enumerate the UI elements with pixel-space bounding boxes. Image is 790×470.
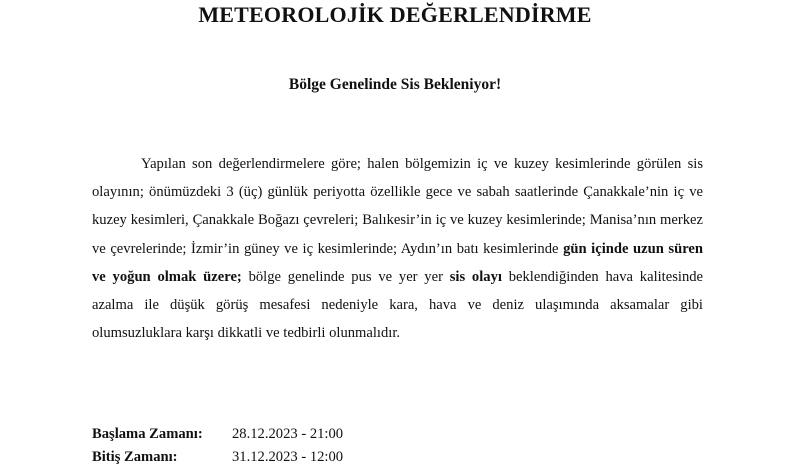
- paragraph-text-1: Yapılan son değerlendirmelere göre; halen bölgemizin iç ve kuzey kesimlerinde görülen sis olayının; önümüzdeki 3 (üç) günlük periyotta özellikle gece ve sabah saatlerinde Çanakkale’nin iç ve kuzey kesimleri, Çanakkale Boğazı çevreleri; Balıkesir’in iç ve kuzey kesimlerinde; Manisa’nın merkez ve çevrelerinde; İzmir’in güney ve iç kesimlerinde; Aydın’ın batı kesimlerinde: [92, 156, 703, 257]
- end-time-value: 31.12.2023 - 12:00: [232, 449, 344, 465]
- start-time-label: Başlama Zamanı:: [92, 426, 203, 442]
- document-subtitle: Bölge Genelinde Sis Bekleniyor!: [288, 76, 502, 93]
- start-time-value: 28.12.2023 - 21:00: [232, 426, 344, 442]
- paragraph-text-2: bölge genelinde pus ve yer yer: [241, 268, 450, 285]
- forecast-paragraph: [92, 150, 703, 347]
- document-title: METEOROLOJİK DEĞERLENDİRME: [198, 2, 592, 27]
- end-time-row: [92, 449, 343, 466]
- paragraph-text-3: beklendiğinden hava kalitesinde azalma ile düşük görüş mesafesi nedeniyle kara, hava ve deniz ulaşımında aksamalar gibi olumsuzluklara karşı dikkatli ve tedbirli olunmalıdır.: [92, 268, 704, 342]
- end-time-label: Bitiş Zamanı:: [92, 449, 178, 465]
- start-time-row: [92, 426, 343, 443]
- paragraph-emphasis-2: sis olayı: [449, 268, 502, 285]
- paragraph-emphasis-1: gün içinde uzun süren ve yoğun olmak üzere;: [92, 240, 704, 285]
